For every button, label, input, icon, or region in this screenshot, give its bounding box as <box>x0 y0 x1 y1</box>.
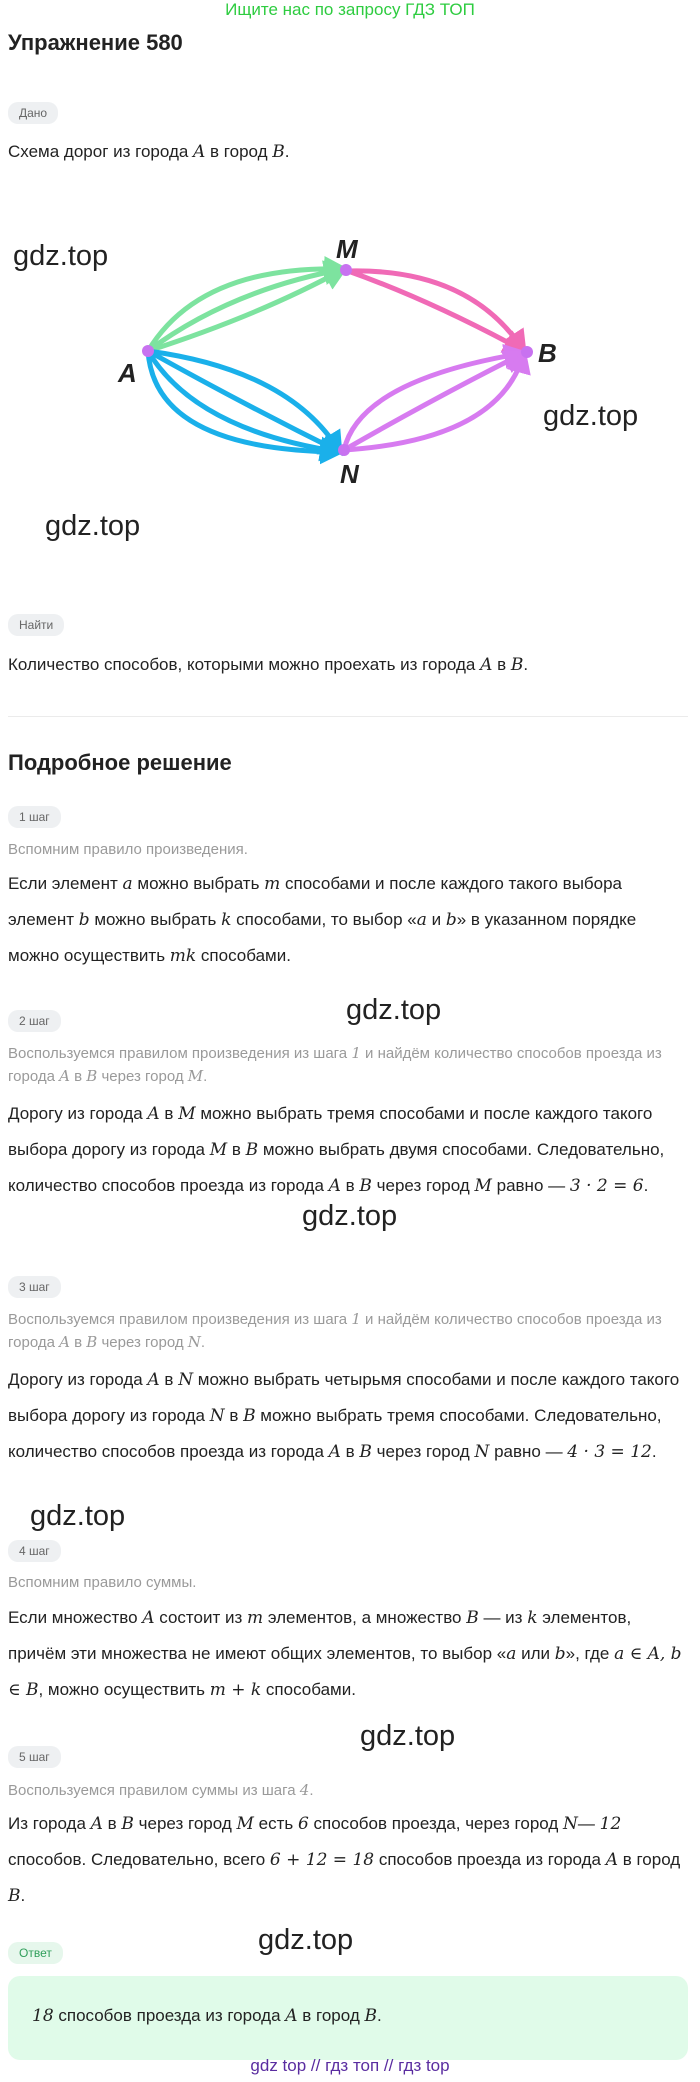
watermark: gdz.top <box>30 1500 126 1532</box>
roads-m-b <box>348 271 524 351</box>
node-n <box>338 444 350 456</box>
step-1-hint: Вспомним правило произведения. <box>8 841 248 858</box>
step-4-hint: Вспомним правило суммы. <box>8 1574 197 1591</box>
roads-n-b <box>344 353 524 450</box>
roads-a-m <box>148 269 344 351</box>
watermark: gdz.top <box>13 240 109 272</box>
label-m: M <box>336 234 358 264</box>
step-1-body: Если элемент a можно выбрать m способами и после каждого такого выбора элемент b можно выбрать k способами, то выбор «a и b» в указанном порядке можно осуществить mk способами. <box>8 874 637 966</box>
roads-a-n <box>148 351 340 452</box>
step-1-pill: 1 шаг <box>8 806 61 828</box>
step-3-pill: 3 шаг <box>8 1276 61 1298</box>
step-4-pill: 4 шаг <box>8 1540 61 1562</box>
step-4-body: Если множество A состоит из m элементов, а множество B — из k элементов, причём эти множества не имеют общих элементов, то выбор «a или b», где a ∈ A, b ∈ B, можно осуществить m + k способами. <box>8 1608 682 1700</box>
solution-title: Подробное решение <box>8 750 232 775</box>
watermark: gdz.top <box>360 1720 456 1752</box>
watermark: gdz.top <box>346 994 442 1026</box>
find-pill: Найти <box>8 614 64 636</box>
node-a <box>142 345 154 357</box>
step-3-body: Дорогу из города A в N можно выбрать четырьмя способами и после каждого такого выбора дорогу из города N в B можно выбрать тремя способами. Следовательно, количество способов проезда из города A в B через город N равно — 4 · 3 = 12. <box>8 1370 680 1462</box>
answer-pill: Ответ <box>8 1942 63 1964</box>
watermark: gdz.top <box>258 1924 354 1956</box>
step-5-pill: 5 шаг <box>8 1746 61 1768</box>
given-pill: Дано <box>8 102 58 124</box>
label-a: A <box>118 358 137 388</box>
divider <box>8 716 688 717</box>
watermark: gdz.top <box>302 1200 398 1232</box>
step-2-body: Дорогу из города A в M можно выбрать тремя способами и после каждого такого выбора дорогу из города M в B можно выбрать двумя способами. Следовательно, количество способов проезда из города A в B через город M равно — 3 · 2 = 6. <box>8 1104 665 1196</box>
step-5-hint: Воспользуемся правилом суммы из шага 4. <box>8 1781 314 1799</box>
label-b: B <box>538 338 557 368</box>
node-m <box>340 264 352 276</box>
step-3-hint: Воспользуемся правилом произведения из шага 1 и найдём количество способов проезда из города A в B через город N. <box>8 1310 662 1351</box>
find-text: Количество способов, которыми можно проехать из города A в B. <box>8 655 529 675</box>
step-2-pill: 2 шаг <box>8 1010 61 1032</box>
page-title: Упражнение 580 <box>8 30 183 55</box>
watermark: gdz.top <box>543 400 639 432</box>
given-text: Схема дорог из города A в город B. <box>8 142 290 162</box>
node-b <box>521 346 533 358</box>
label-n: N <box>340 459 359 489</box>
answer-text: 18 способов проезда из города A в город B. <box>32 2006 382 2026</box>
footer-links[interactable]: gdz top // гдз топ // гдз top <box>250 2056 450 2075</box>
top-banner[interactable]: Ищите нас по запросу ГДЗ ТОП <box>225 0 475 19</box>
road-a-n-3 <box>148 351 340 452</box>
step-5-body: Из города A в B через город M есть 6 способов проезда, через город N— 12 способов. Следовательно, всего 6 + 12 = 18 способов проезда из города A в город B. <box>8 1814 681 1906</box>
step-2-hint: Воспользуемся правилом произведения из шага 1 и найдём количество способов проезда из города A в B через город M. <box>8 1044 662 1085</box>
watermark: gdz.top <box>45 510 141 542</box>
